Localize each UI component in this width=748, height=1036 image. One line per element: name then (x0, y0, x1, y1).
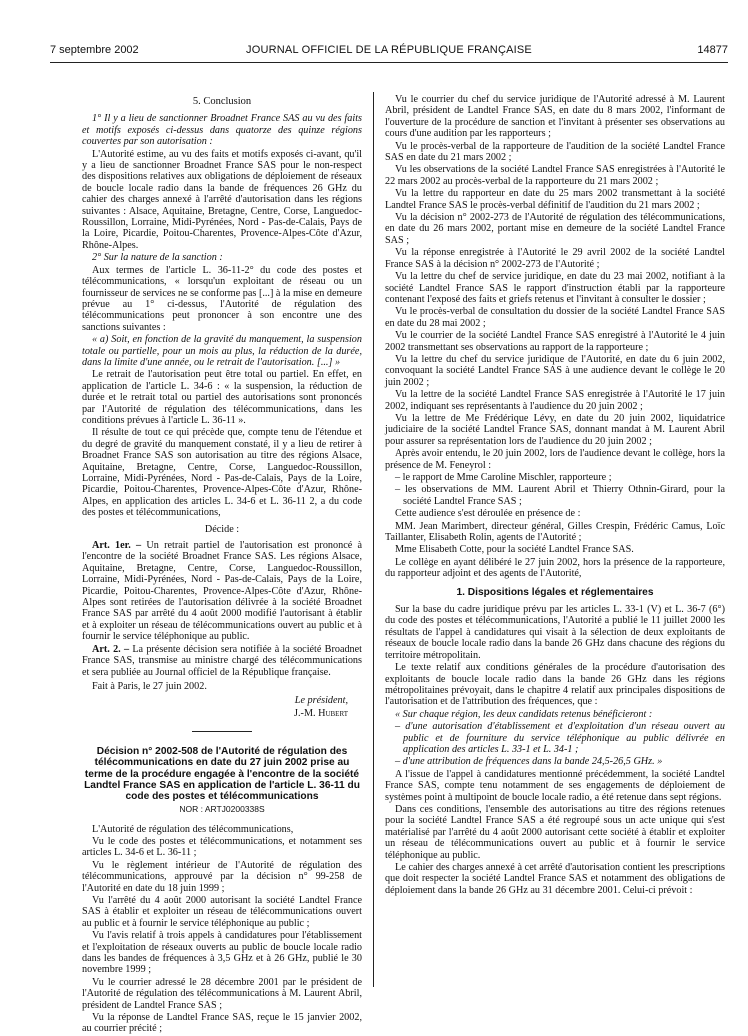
nor-reference: NOR : ARTJ0200338S (179, 804, 265, 815)
paragraph: Vu la réponse de Landtel France SAS, reçue le 15 janvier 2002, au courrier précité ; (82, 1012, 362, 1035)
paragraph: Vu le courrier du chef du service juridique de l'Autorité adressé à M. Laurent Abril, président de Landtel France SAS, en date du 8 mars 2002, l'informant de l'ouverture de la procédure de sanction et l'invitant à présenter ses observations au cours d'une audition par les rapporteurs ; (385, 94, 725, 140)
section-heading: 1. Dispositions légales et réglementaires (456, 586, 654, 598)
page-header (50, 44, 728, 62)
decide-heading: Décide : (204, 523, 240, 535)
paragraph: Le texte relatif aux conditions générales de la procédure d'autorisation des exploitants de boucle locale radio dans la bande 26 GHz dans les régions métropolitaines prévoyait, dans le chapitre 4 relatif aux principales dispositions de l'autorisation et de l'attribution des fréquences, que : (385, 662, 725, 708)
quote-item: – d'une autorisation d'établissement et d'exploitation d'un réseau ouvert au public et de fourniture du service téléphonique au public délivrée en application des articles L. 33-1 et L. 34-1 ; (395, 721, 725, 755)
article-text: Un retrait partiel de l'autorisation est prononcé à l'encontre de la société Broadnet France SAS. Les régions Alsace, Aquitaine, Bretagne, Centre, Corse, Languedoc-Roussillon, Lorraine, Midi-Pyrénées, Nord - Pas-de-Calais, Pays de la Loire, Picardie, Poitou-Charentes, Provence-Alpes-Côte d'Azur, Rhône-Alpes sont retirées de l'autorisation délivrée à la société Broadnet France SAS par arrêté du 4 août 2000 modifié l'autorisant à établir et à exploiter un réseau de télécommunications ouvert au public et à fournir le service téléphonique au public. (82, 540, 363, 643)
article-label: Art. 2. – (92, 643, 130, 655)
paragraph: Vu la décision n° 2002-273 de l'Autorité de régulation des télécommunications, en date du 26 mars 2002, portant mise en demeure de la société Landtel France SAS ; (385, 212, 725, 246)
paragraph: Vu la lettre de Me Frédérique Lévy, en date du 20 juin 2002, liquidatrice judiciaire de la société Landtel France SAS, donnant mandat à M. Laurent Abril pour assurer sa représentation lors de l'audience du 20 juin 2002 ; (385, 412, 725, 447)
paragraph: Le cahier des charges annexé à cet arrêté d'autorisation contient les prescriptions que doit respecter la société Landtel France SAS et notamment des obligations de déploiement dans la bande 26 GHz au 31 décembre 2001. Celui-ci prévoit : (385, 862, 725, 896)
paragraph: Vu le courrier de la société Landtel France SAS enregistré à l'Autorité le 4 juin 2002 transmettant ses observations au rapport de la rapporteure ; (385, 330, 725, 353)
separator (192, 731, 252, 732)
article-text: La présente décision sera notifiée à la société Broadnet France SAS, transmise au ministre chargé des télécommunications et sera publiée au Journal officiel de la République française. (82, 643, 363, 678)
signature-role: Le président, (294, 695, 348, 707)
paragraph: L'Autorité estime, au vu des faits et motifs exposés ci-avant, qu'il y a lieu de sanctionner Broadnet France SAS pour le non-respect des dispositions relatives aux obligations de déploiement de réseaux de boucle locale radio dans la bande de fréquences 26 GHz du cahier des charges annexé à l'arrêté d'autorisation dans les régions suivantes : Alsace, Aquitaine, Bretagne, Centre, Corse, Languedoc-Roussillon, Lorraine, Midi-Pyrénées, Nord - Pas-de-Calais, Pays de la Loire, Picardie, Poitou-Charentes, Provence-Alpes-Côte d'Azur, Rhône-Alpes. (82, 148, 362, 251)
paragraph: Vu le code des postes et télécommunications, et notamment ses articles L. 34-6 et L. 36-11 ; (82, 835, 362, 859)
paragraph: Dans ces conditions, l'ensemble des autorisations au titre des régions retenues pour la société Landtel France SAS a été regroupé sous un acte unique qui s'est matérialisé par l'arrêté du 4 août 2000 autorisant cette société à établir et exploiter un réseau de télécommunications ouvert au public et à fournir le service téléphonique au public. (385, 803, 725, 861)
paragraph: A l'issue de l'appel à candidatures mentionné précédemment, la société Landtel France SAS, compte tenu notamment de ses engagements de déploiement de systèmes point à multipoint de boucle locale radio, a été retenue dans sept régions. (385, 768, 725, 803)
paragraph: Vu la lettre du rapporteur en date du 25 mars 2002 transmettant à la société Landtel France SAS le procès-verbal définitif de l'audition du 21 mars 2002 ; (385, 188, 725, 211)
header-rule (50, 62, 728, 63)
list-item: – les observations de MM. Laurent Abril et Thierry Othnin-Girard, pour la société Landtel France SAS ; (395, 484, 725, 507)
header-page-number: 14877 (697, 44, 728, 56)
header-journal-title: JOURNAL OFFICIEL DE LA RÉPUBLIQUE FRANÇAISE (246, 44, 532, 56)
paragraph: Vu le règlement intérieur de l'Autorité de régulation des télécommunications, approuvé par la décision n° 99-258 de l'Autorité en date du 18 juin 1999 ; (82, 859, 362, 894)
paragraph: Vu les observations de la société Landtel France SAS enregistrées à l'Autorité le 22 mars 2002 au procès-verbal de la rapporteure du 21 mars 2002 ; (385, 164, 725, 187)
left-column (82, 90, 362, 1036)
paragraph: Vu l'arrêté du 4 août 2000 autorisant la société Landtel France SAS à établir et exploiter un réseau de télécommunications ouvert au public et à fournir le service téléphonique au public ; (82, 894, 362, 929)
paragraph: Il résulte de tout ce qui précède que, compte tenu de l'étendue et du degré de gravité du manquement constaté, il y a lieu de retirer à Broadnet France SAS son autorisation au titre des régions Alsace, Aquitaine, Bretagne, Centre, Corse, Languedoc-Roussillon, Lorraine, Midi-Pyrénées, Nord - Pas-de-Calais, Pays de la Loire, Picardie, Poitou-Charentes, Provence-Alpes-Côte d'Azur, Rhône-Alpes, en application des articles L. 34-6 et L. 36-11 2, a du code des postes et télécommunications, (82, 427, 362, 519)
paragraph: Après avoir entendu, le 20 juin 2002, lors de l'audience devant le collège, hors la présence de M. Feneyrol : (385, 448, 725, 471)
paragraph: « a) Soit, en fonction de la gravité du manquement, la suspension totale ou partielle, pour un mois au plus, la réduction de la durée, dans la limite d'une année, ou le retrait de l'autorisation. [...] » (82, 334, 362, 368)
article-1 (82, 540, 362, 643)
quote-item: – d'une attribution de fréquences dans la bande 24,5-26,5 GHz. » (395, 756, 663, 768)
paragraph: L'Autorité de régulation des télécommunications, (92, 823, 294, 835)
quote: « Sur chaque région, les deux candidats retenus bénéficieront : (395, 708, 653, 720)
list-item: – le rapport de Mme Caroline Mischler, rapporteure ; (395, 472, 612, 483)
paragraph: Vu la lettre de la société Landtel France SAS enregistrée à l'Autorité le 17 juin 2002, indiquant ses représentants à l'audience du 20 juin 2002 ; (385, 389, 725, 412)
paragraph: Le collège en ayant délibéré le 27 juin 2002, hors la présence de la rapporteure, du rapporteur adjoint et des agents de l'Autorité, (385, 556, 725, 580)
paragraph: Le retrait de l'autorisation peut être total ou partiel. En effet, en application de l'article L. 34-6 : « la suspension, la réduction de durée et le retrait total ou partiel des autorisations sont prononcés par l'Autorité de régulation des télécommunications, dans les conditions prévues à l'article L. 36-11 ». (82, 369, 362, 426)
paragraph: 2° Sur la nature de la sanction : (92, 252, 223, 264)
paragraph: 1° Il y a lieu de sanctionner Broadnet France SAS au vu des faits et motifs exposés ci-dessus dans quatorze des quinze régions couvertes par son autorisation : (82, 113, 362, 148)
paragraph: Mme Elisabeth Cotte, pour la société Landtel France SAS. (395, 544, 634, 556)
paragraph: Vu le procès-verbal de la rapporteure de l'audition de la société Landtel France SAS en date du 21 mars 2002 ; (385, 140, 725, 164)
done-at: Fait à Paris, le 27 juin 2002. (92, 680, 207, 692)
paragraph: Vu le procès-verbal de consultation du dossier de la société Landtel France SAS en date du 28 mai 2002 ; (385, 306, 725, 329)
paragraph: MM. Jean Marimbert, directeur général, Gilles Crespin, Frédéric Camus, Loïc Taillanter, Elisabeth Rolin, agents de l'Autorité ; (385, 520, 725, 544)
paragraph: Sur la base du cadre juridique prévu par les articles L. 33-1 (V) et L. 36-7 (6°) du code des postes et télécommunications, l'Autorité a publié le 11 juillet 2000 les résultats de l'appel à candidatures qui visait à la sélection de deux exploitants de réseaux de boucle locale radio dans la bande 26 GHz dans chacune des régions du territoire métropolitain. (385, 604, 725, 661)
article-2 (82, 644, 362, 678)
paragraph: Vu la lettre du chef de service juridique, en date du 23 mai 2002, notifiant à la société Landtel France SAS le rapport d'instruction établi par la rapporteure contenant l'exposé des faits et griefs retenus et l'invitant à consulter le dossier ; (385, 271, 725, 305)
signature-name: J.-M. Hubert (294, 707, 348, 719)
article-label: Art. 1er. – (92, 540, 142, 552)
conclusion-title: 5. Conclusion (192, 96, 252, 107)
paragraph: Vu l'avis relatif à trois appels à candidatures pour l'établissement et l'exploitation de réseaux ouverts au public de boucle locale radio dans les bandes de fréquences à 3,5 GHz et à 26 GHz, publié le 30 novembre 1999 ; (82, 930, 362, 976)
paragraph: Vu la réponse enregistrée à l'Autorité le 29 avril 2002 de la société Landtel France SAS à la décision n° 2002-273 de l'Autorité ; (385, 247, 725, 270)
paragraph: Vu le courrier adressé le 28 décembre 2001 par le président de l'Autorité de régulation des télécommunications à M. Laurent Abril, président de Landtel France SAS ; (82, 976, 362, 1011)
paragraph: Aux termes de l'article L. 36-11-2° du code des postes et télécommunications, « lorsqu'un exploitant de réseau ou un fournisseur de services ne se conforme pas [...] à la mise en demeure prévue au 1° ci-dessus, l'Autorité de régulation des télécommunications peut prononcer à son encontre une des sanctions suivantes : (82, 264, 362, 333)
paragraph: Vu la lettre du chef du service juridique de l'Autorité, en date du 6 juin 2002, convoquant la société Landtel France SAS à une audience devant le collège le 20 juin 2002 ; (385, 353, 725, 388)
paragraph: Cette audience s'est déroulée en présence de : (395, 508, 581, 520)
right-column (385, 94, 725, 897)
column-divider (373, 92, 374, 987)
header-date: 7 septembre 2002 (50, 44, 139, 56)
decision-title: Décision n° 2002-508 de l'Autorité de régulation des télécommunications en date du 27 juin 2002 prise au terme de la procédure engagée à l'encontre de la société Landtel France SAS en application de l'article L. 36-11 du code des postes et télécommunications (84, 746, 360, 802)
